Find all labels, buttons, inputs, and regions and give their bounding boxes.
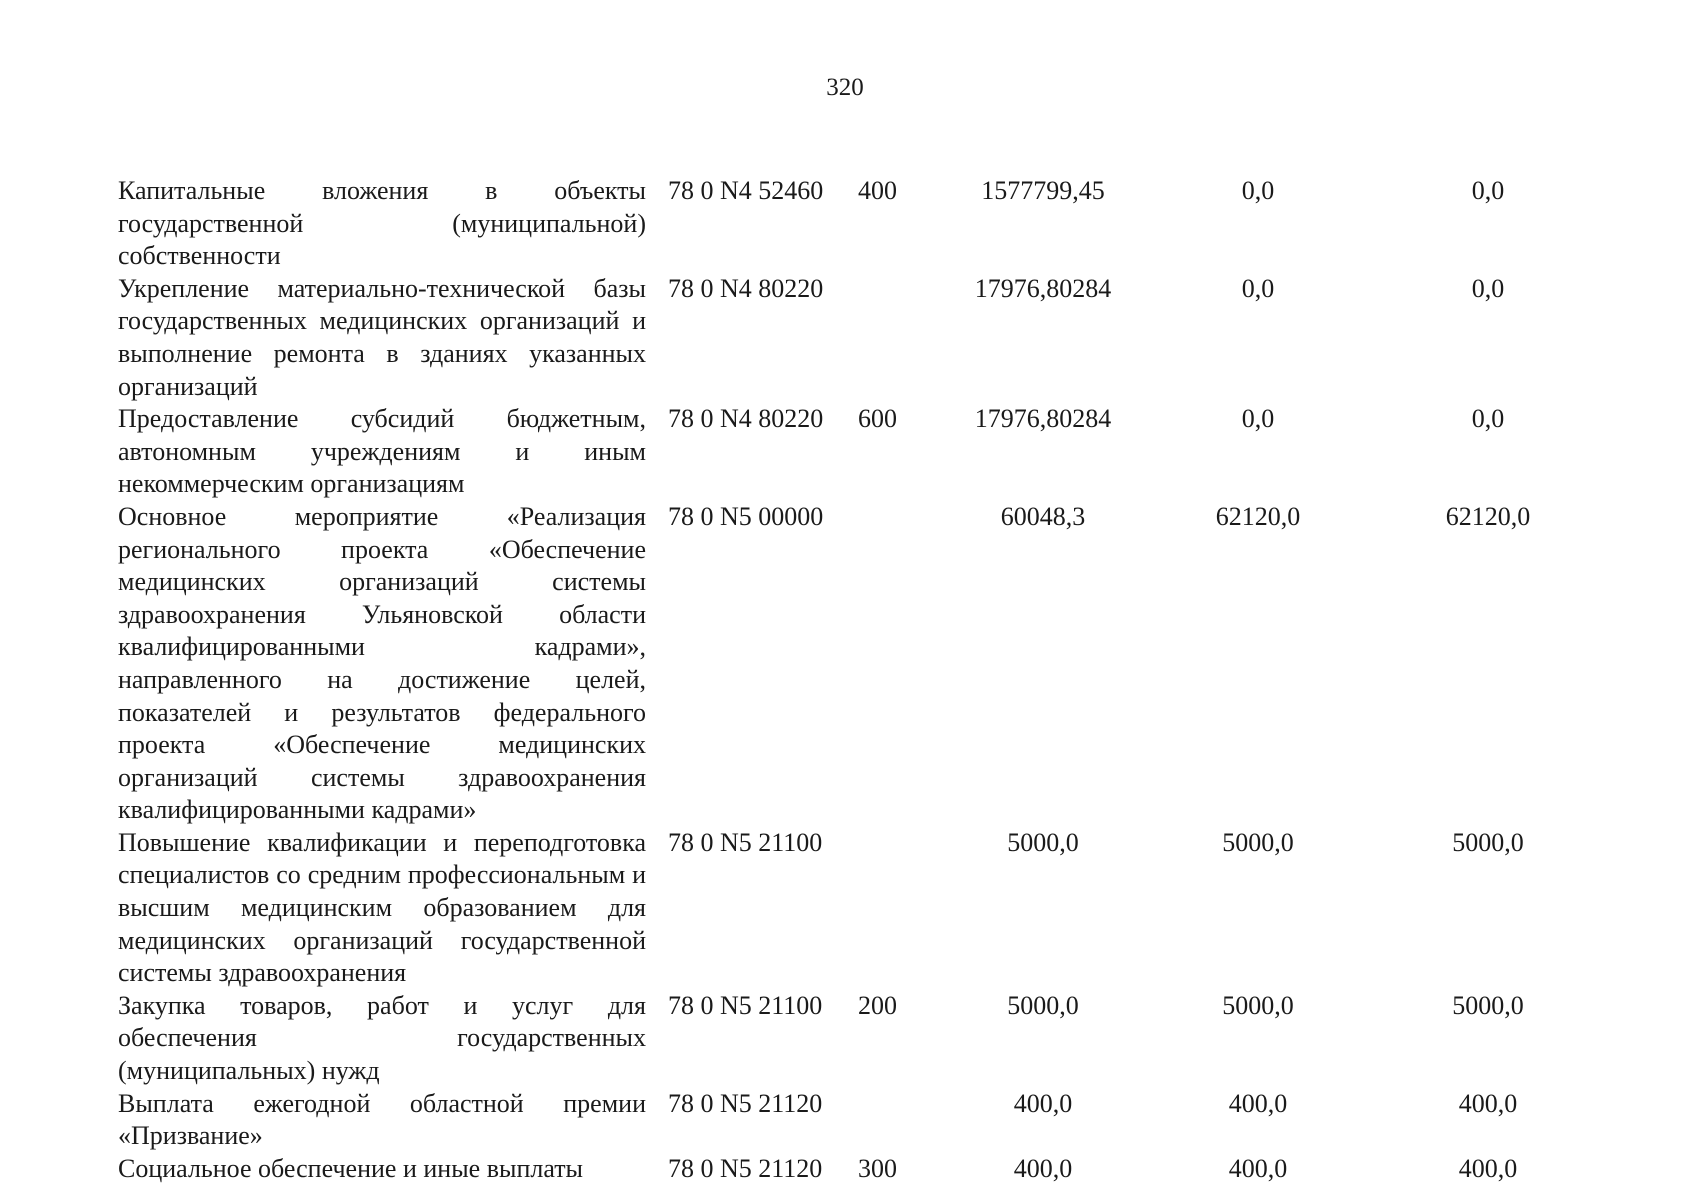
row-target-code: 78 0 N4 80220 [668, 273, 824, 303]
row-amount-year3: 400,0 [1458, 1088, 1518, 1118]
row-name: Выплата ежегодной областной премии «Призвание» [118, 1088, 646, 1151]
row-name: Предоставление субсидий бюджетным, автономным учреждениям и иным некоммерческим организациям [118, 404, 646, 499]
row-amount-year3: 5000,0 [1452, 990, 1524, 1020]
row-name: Основное мероприятие «Реализация регионального проекта «Обеспечение медицинских организаций системы здравоохранения Ульяновской области квалифицированными кадрами», направленного на достижение целей, показателей и результатов федерального проекта «Обеспечение медицинских организаций системы здравоохранения квалифицированными кадрами» [118, 501, 646, 825]
row-amount-year1: 1577799,45 [981, 176, 1105, 205]
row-amount-year3: 62120,0 [1445, 501, 1531, 531]
row-amount-year2: 0,0 [1241, 404, 1275, 434]
row-expense-type: 200 [858, 990, 897, 1020]
row-target-code: 78 0 N5 21120 [668, 1088, 823, 1118]
row-target-code: 78 0 N5 21100 [668, 990, 823, 1020]
row-target-code: 78 0 N5 21120 [668, 1153, 823, 1183]
row-amount-year3: 0,0 [1471, 176, 1505, 205]
row-amount-year1: 5000,0 [1007, 827, 1079, 857]
table-row [118, 273, 1618, 403]
row-name: Укрепление материально-технической базы государственных медицинских организаций и выполнение ремонта в зданиях указанных организаций [118, 273, 646, 401]
table-row [118, 827, 1618, 990]
row-amount-year1: 17976,80284 [974, 273, 1112, 303]
table-row [118, 1088, 1618, 1153]
row-amount-year2: 400,0 [1228, 1088, 1288, 1118]
row-amount-year1: 400,0 [1013, 1088, 1073, 1118]
row-amount-year3: 5000,0 [1452, 827, 1524, 857]
table-row [118, 990, 1618, 1088]
row-amount-year2: 62120,0 [1215, 501, 1301, 531]
row-amount-year2: 400,0 [1228, 1153, 1288, 1183]
row-expense-type: 600 [858, 404, 897, 434]
row-name: Социальное обеспечение и иные выплаты [118, 1153, 584, 1183]
row-amount-year2: 0,0 [1241, 273, 1275, 303]
page-number: 320 [826, 74, 864, 101]
row-name: Капитальные вложения в объекты государственной (муниципальной) собственности [118, 176, 646, 271]
table-row [118, 501, 1618, 827]
table-row [118, 175, 1618, 273]
row-amount-year3: 0,0 [1471, 273, 1505, 303]
row-name: Повышение квалификации и переподготовка специалистов со средним профессиональным и высшим медицинским образованием для медицинских организаций государственной системы здравоохранения [118, 827, 646, 988]
row-target-code: 78 0 N5 00000 [668, 501, 824, 531]
row-expense-type: 300 [858, 1153, 897, 1183]
row-amount-year2: 0,0 [1241, 176, 1275, 205]
budget-table [118, 175, 1618, 1185]
row-amount-year1: 17976,80284 [974, 404, 1112, 434]
row-amount-year1: 60048,3 [1000, 501, 1086, 531]
row-amount-year2: 5000,0 [1222, 990, 1294, 1020]
row-amount-year3: 0,0 [1471, 404, 1505, 434]
row-target-code: 78 0 N4 52460 [668, 176, 824, 205]
row-amount-year3: 400,0 [1458, 1153, 1518, 1183]
row-target-code: 78 0 N4 80220 [668, 404, 824, 434]
table-row [118, 1153, 1618, 1186]
row-target-code: 78 0 N5 21100 [668, 827, 823, 857]
table-row [118, 403, 1618, 501]
row-amount-year1: 5000,0 [1007, 990, 1079, 1020]
row-amount-year1: 400,0 [1013, 1153, 1073, 1183]
row-name: Закупка товаров, работ и услуг для обеспечения государственных (муниципальных) нужд [118, 990, 646, 1086]
row-expense-type: 400 [858, 176, 897, 205]
row-amount-year2: 5000,0 [1222, 827, 1294, 857]
